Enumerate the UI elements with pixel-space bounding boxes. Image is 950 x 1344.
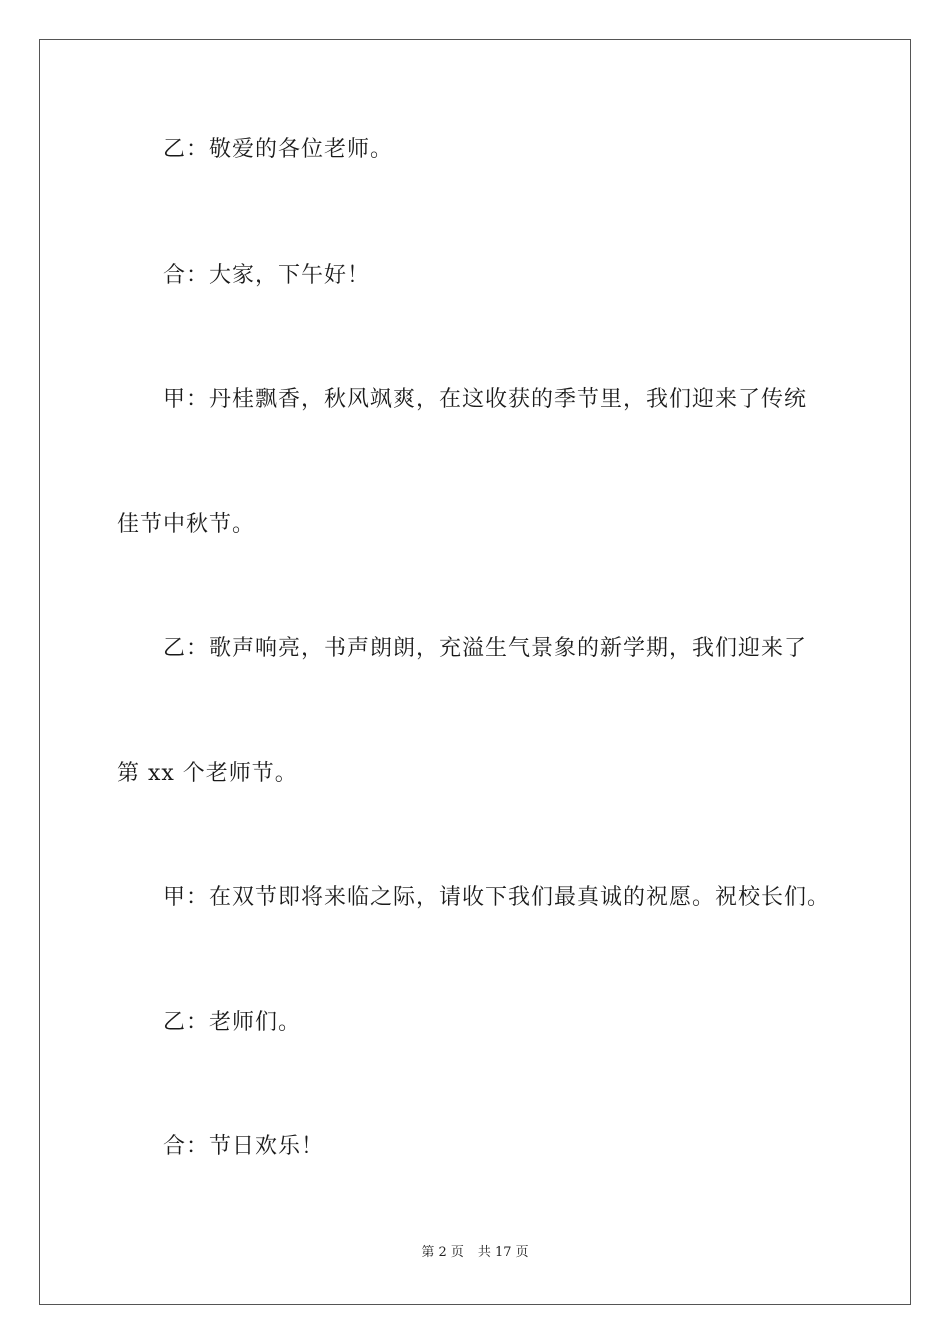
dialogue-line-4-continued: 第 xx 个老师节。 <box>117 761 298 786</box>
dialogue-line-6: 乙：老师们。 <box>163 1010 302 1035</box>
dialogue-line-4: 乙：歌声响亮，书声朗朗，充溢生气景象的新学期，我们迎来了 <box>163 636 808 661</box>
dialogue-line-5: 甲：在双节即将来临之际，请收下我们最真诚的祝愿。祝校长们。 <box>163 885 831 910</box>
page-number: 第 2 页 <box>421 1245 464 1260</box>
dialogue-line-2: 合：大家，下午好！ <box>163 263 371 288</box>
page-border <box>39 39 911 1305</box>
page-total: 共 17 页 <box>477 1245 529 1260</box>
dialogue-line-7: 合：节日欢乐！ <box>163 1134 325 1159</box>
dialogue-line-3-continued: 佳节中秋节。 <box>117 512 256 537</box>
dialogue-line-3: 甲：丹桂飘香，秋风飒爽，在这收获的季节里，我们迎来了传统 <box>163 387 808 412</box>
page-footer <box>0 1243 950 1263</box>
dialogue-line-1: 乙：敬爱的各位老师。 <box>163 137 394 162</box>
